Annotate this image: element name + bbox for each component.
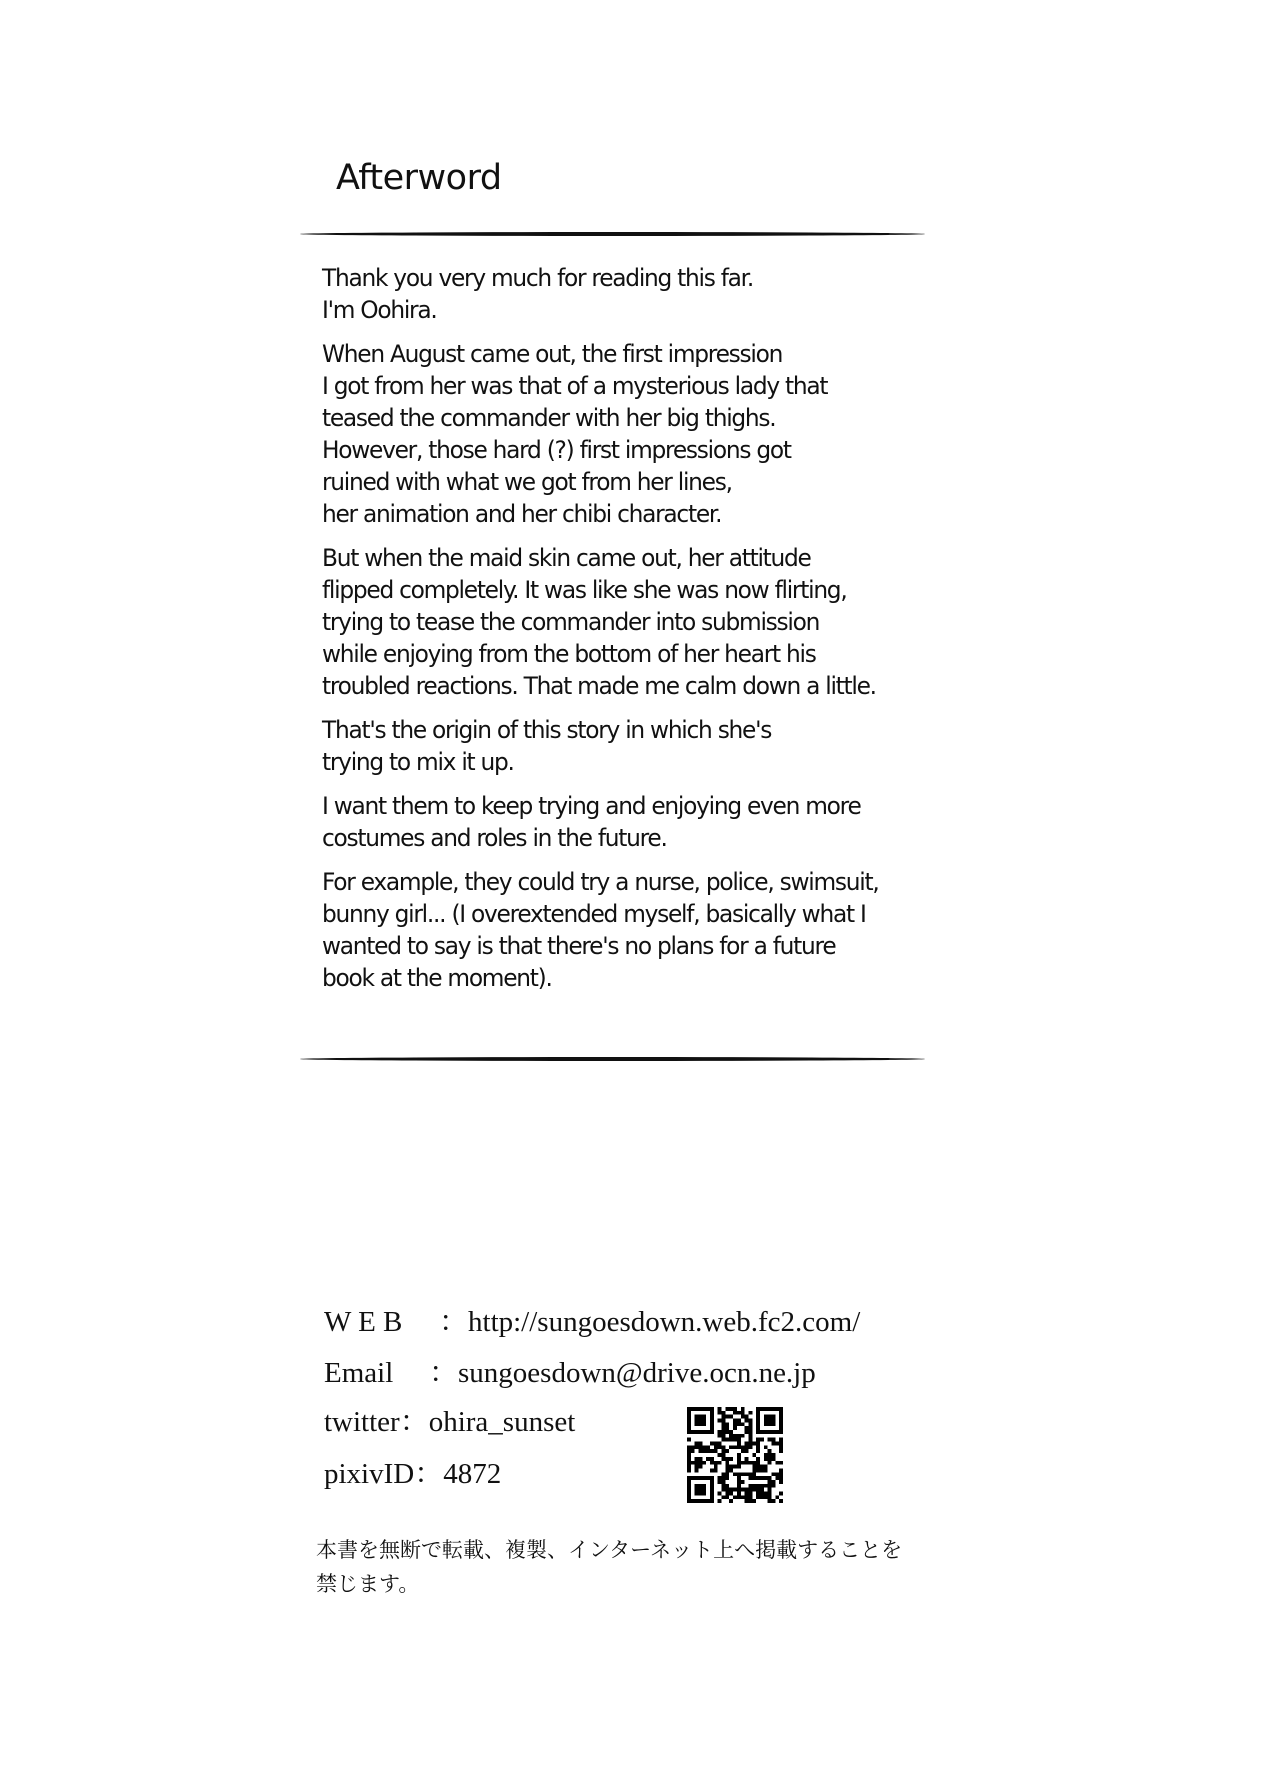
notice-line: 本書を無断で転載、複製、インターネット上へ掲載することを (316, 1538, 903, 1562)
text-line: her animation and her chibi character. (322, 500, 722, 528)
text-line: For example, they could try a nurse, police, swimsuit, (322, 868, 879, 896)
pixiv-id: 4872 (443, 1458, 502, 1490)
notice-line: 禁じます。 (316, 1572, 420, 1596)
contact-label: twitter (324, 1406, 400, 1438)
contact-pixiv (324, 1451, 501, 1492)
paragraph (322, 262, 962, 326)
copyright-notice (316, 1533, 902, 1601)
twitter-handle[interactable]: ohira_sunset (428, 1406, 576, 1438)
contact-separator: ： (439, 1306, 469, 1338)
text-line: troubled reactions. That made me calm down a little. (322, 672, 876, 700)
contact-separator: ： (429, 1357, 459, 1389)
contact-label: pixivID (324, 1458, 415, 1490)
bottom-divider (300, 1057, 925, 1061)
contact-label: Email (324, 1357, 394, 1389)
text-line: When August came out, the first impression (322, 340, 783, 368)
contact-twitter (324, 1399, 575, 1440)
text-line: I got from her was that of a mysterious lady that (322, 372, 828, 400)
qr-code-icon[interactable] (687, 1407, 783, 1503)
text-line: But when the maid skin came out, her attitude (322, 544, 811, 572)
text-line: trying to tease the commander into submission (322, 608, 820, 636)
paragraph (322, 542, 962, 702)
afterword-body (322, 262, 962, 1006)
contact-separator: ： (399, 1406, 429, 1438)
paragraph (322, 790, 962, 854)
contact-label: W E B (324, 1306, 403, 1338)
text-line: while enjoying from the bottom of her heart his (322, 640, 816, 668)
contact-separator: ： (414, 1458, 444, 1490)
email-link[interactable]: sungoesdown@drive.ocn.ne.jp (458, 1357, 816, 1389)
paragraph (322, 714, 962, 778)
text-line: book at the moment). (322, 964, 552, 992)
text-line: ruined with what we got from her lines, (322, 468, 732, 496)
contact-web (324, 1299, 860, 1340)
text-line: Thank you very much for reading this far. (322, 264, 753, 292)
page-title: Afterword (336, 158, 502, 198)
top-divider (300, 232, 925, 236)
text-line: trying to mix it up. (322, 748, 514, 776)
text-line: However, those hard (?) first impressions got (322, 436, 791, 464)
website-link[interactable]: http://sungoesdown.web.fc2.com/ (468, 1306, 861, 1338)
text-line: bunny girl... (I overextended myself, basically what I (322, 900, 866, 928)
text-line: I'm Oohira. (322, 296, 437, 324)
text-line: That's the origin of this story in which she's (322, 716, 772, 744)
text-line: wanted to say is that there's no plans for a future (322, 932, 836, 960)
contact-email (324, 1350, 816, 1391)
text-line: I want them to keep trying and enjoying even more (322, 792, 861, 820)
text-line: teased the commander with her big thighs. (322, 404, 776, 432)
paragraph (322, 338, 962, 530)
text-line: costumes and roles in the future. (322, 824, 667, 852)
paragraph (322, 866, 962, 994)
text-line: flipped completely. It was like she was now flirting, (322, 576, 847, 604)
